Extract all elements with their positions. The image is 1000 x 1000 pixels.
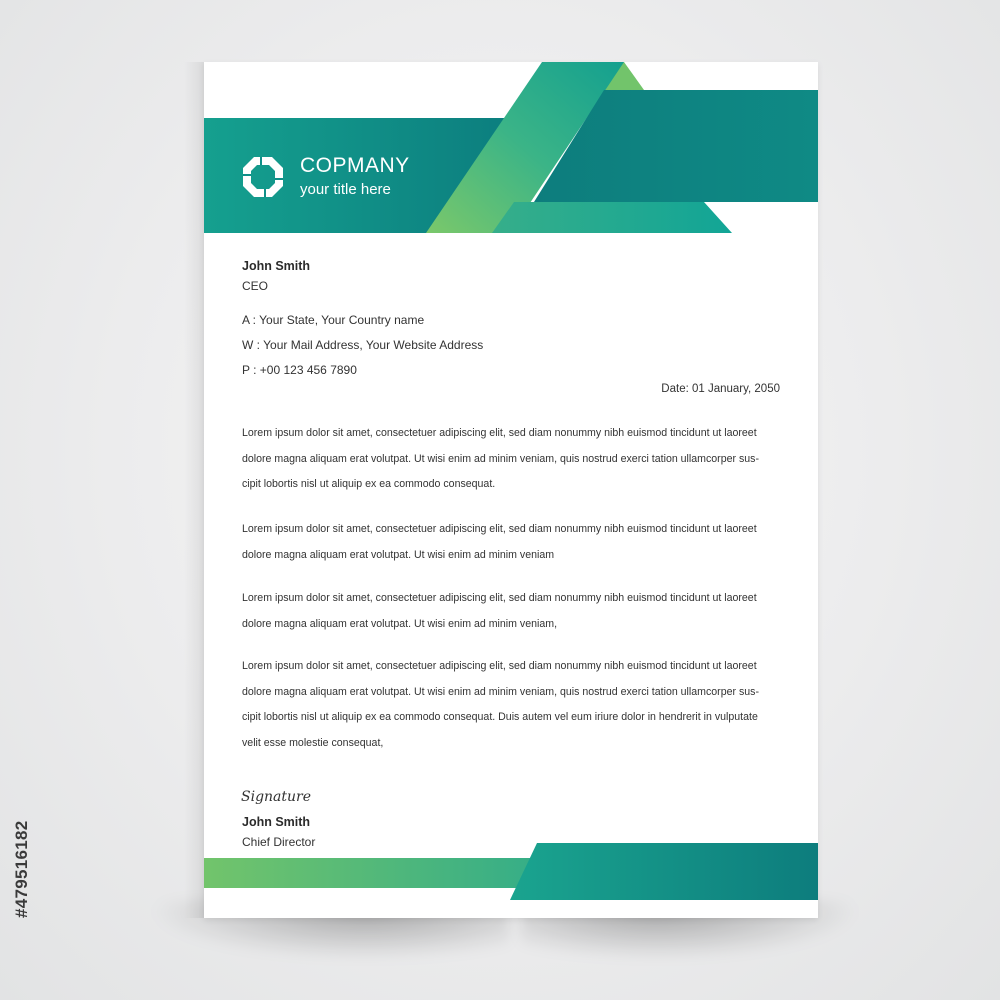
sender-name: John Smith bbox=[242, 259, 311, 273]
sender-role: CEO bbox=[242, 279, 269, 293]
paragraph-line: Lorem ipsum dolor sit amet, consectetuer adipiscing elit, sed diam nonummy nibh euismod tincidunt ut laoreet bbox=[242, 660, 757, 672]
paragraph-4 bbox=[242, 654, 782, 757]
paragraph-line: dolore magna aliquam erat volutpat. Ut wisi enim ad minim veniam, quis nostrud exerci tation ullamcorper sus- bbox=[242, 685, 759, 698]
signer-title: Chief Director bbox=[242, 835, 316, 849]
paragraph-line: Lorem ipsum dolor sit amet, consectetuer adipiscing elit, sed diam nonummy nibh euismod tincidunt ut laoreet bbox=[242, 592, 757, 604]
signature-script: Signature bbox=[241, 789, 312, 805]
header-banner bbox=[204, 62, 818, 242]
paragraph-3 bbox=[242, 586, 782, 637]
paragraph-2 bbox=[242, 517, 782, 568]
footer-banner bbox=[204, 838, 818, 918]
paragraph-1 bbox=[242, 421, 782, 498]
footer-teal-band bbox=[510, 843, 818, 900]
page-side-shade bbox=[184, 62, 204, 918]
stock-id-label bbox=[12, 894, 162, 918]
paragraph-line: velit esse molestie consequat, bbox=[242, 737, 384, 750]
paragraph-line: cipit lobortis nisl ut aliquip ex ea commodo consequat. Duis autem vel eum iriure dolor in hendrerit in vulputate bbox=[242, 711, 758, 724]
paragraph-line: Lorem ipsum dolor sit amet, consectetuer adipiscing elit, sed diam nonummy nibh euismod tincidunt ut laoreet bbox=[242, 427, 757, 439]
signer-name: John Smith bbox=[242, 815, 311, 829]
company-tagline: your title here bbox=[300, 181, 391, 198]
paragraph-line: cipit lobortis nisl ut aliquip ex ea commodo consequat. bbox=[242, 478, 496, 491]
lower-teal-shape bbox=[492, 202, 732, 233]
company-name: COPMANY bbox=[300, 154, 410, 177]
footer-green-band bbox=[204, 858, 534, 888]
sender-web: W : Your Mail Address, Your Website Address bbox=[242, 338, 484, 352]
paragraph-line: dolore magna aliquam erat volutpat. Ut wisi enim ad minim veniam, bbox=[242, 617, 558, 630]
octagon-ring-logo-icon bbox=[241, 155, 285, 199]
sender-phone: P : +00 123 456 7890 bbox=[242, 363, 357, 377]
sender-address: A : Your State, Your Country name bbox=[242, 313, 425, 327]
letter-date: Date: 01 January, 2050 bbox=[661, 383, 780, 395]
paragraph-line: dolore magna aliquam erat volutpat. Ut wisi enim ad minim veniam, quis nostrud exerci tation ullamcorper sus- bbox=[242, 452, 759, 465]
letterhead-page bbox=[204, 62, 818, 918]
paragraph-line: Lorem ipsum dolor sit amet, consectetuer adipiscing elit, sed diam nonummy nibh euismod tincidunt ut laoreet bbox=[242, 523, 757, 535]
paragraph-line: dolore magna aliquam erat volutpat. Ut wisi enim ad minim veniam bbox=[242, 548, 555, 561]
